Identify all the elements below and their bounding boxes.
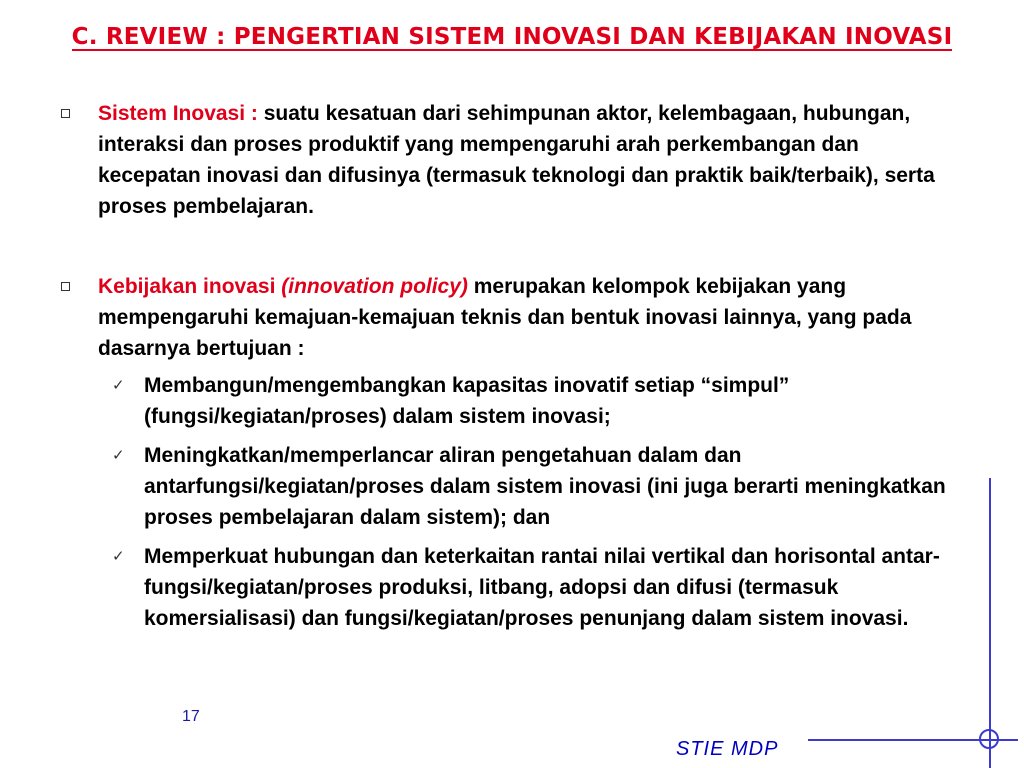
sub-item-text: Memperkuat hubungan dan keterkaitan rantai nilai vertikal dan horisontal antar- fungsi/kegiatan/proses produksi, litbang, adopsi dan difusi (termasuk komersialisasi) dan fungsi/kegiatan/proses penunjang dalam sistem inovasi. <box>144 545 940 630</box>
decorative-crosshair-circle-icon <box>979 729 999 749</box>
sub-item <box>60 440 960 533</box>
sub-item-text: Membangun/mengembangkan kapasitas inovatif setiap “simpul” (fungsi/kegiatan/proses) dalam sistem inovasi; <box>144 374 790 428</box>
checkmark-icon: ✓ <box>112 547 125 565</box>
sub-item-text: Meningkatkan/memperlancar aliran pengetahuan dalam dan antarfungsi/kegiatan/proses dalam sistem inovasi (ini juga berarti meningkatkan proses pembelajaran dalam sistem); dan <box>144 444 946 529</box>
square-bullet-icon <box>61 282 70 291</box>
footer-label: STIE MDP <box>676 738 779 760</box>
square-bullet-icon <box>61 109 70 118</box>
bullet-paragraph <box>60 98 960 222</box>
term-kebijakan-inovasi: Kebijakan inovasi <box>98 275 282 298</box>
sub-item <box>60 541 960 634</box>
bullet-sistem-inovasi <box>60 98 960 222</box>
slide-title-block <box>0 24 1024 51</box>
definition-text: merupakan kelompok kebijakan yang mempengaruhi kemajuan-kemajuan teknis dan bentuk inovasi lainnya, yang pada dasarnya bertujuan : <box>98 275 912 360</box>
slide-title: C. REVIEW : PENGERTIAN SISTEM INOVASI DAN KEBIJAKAN INOVASI <box>71 24 953 50</box>
definition-text: suatu kesatuan dari sehimpunan aktor, kelembagaan, hubungan, interaksi dan proses produktif yang mempengaruhi arah perkembangan dan kecepatan inovasi dan difusinya (termasuk teknologi dan praktik baik/terbaik), serta proses pembelajaran. <box>98 102 935 218</box>
sub-item <box>60 370 960 432</box>
checkmark-icon: ✓ <box>112 446 125 464</box>
bullet-paragraph <box>60 271 960 364</box>
decorative-vertical-line <box>989 478 991 768</box>
term-sistem-inovasi: Sistem Inovasi : <box>98 102 258 125</box>
term-innovation-policy: (innovation policy) <box>281 275 468 298</box>
bullet-kebijakan-inovasi <box>60 271 960 642</box>
page-number: 17 <box>182 708 200 725</box>
checkmark-icon: ✓ <box>112 376 125 394</box>
